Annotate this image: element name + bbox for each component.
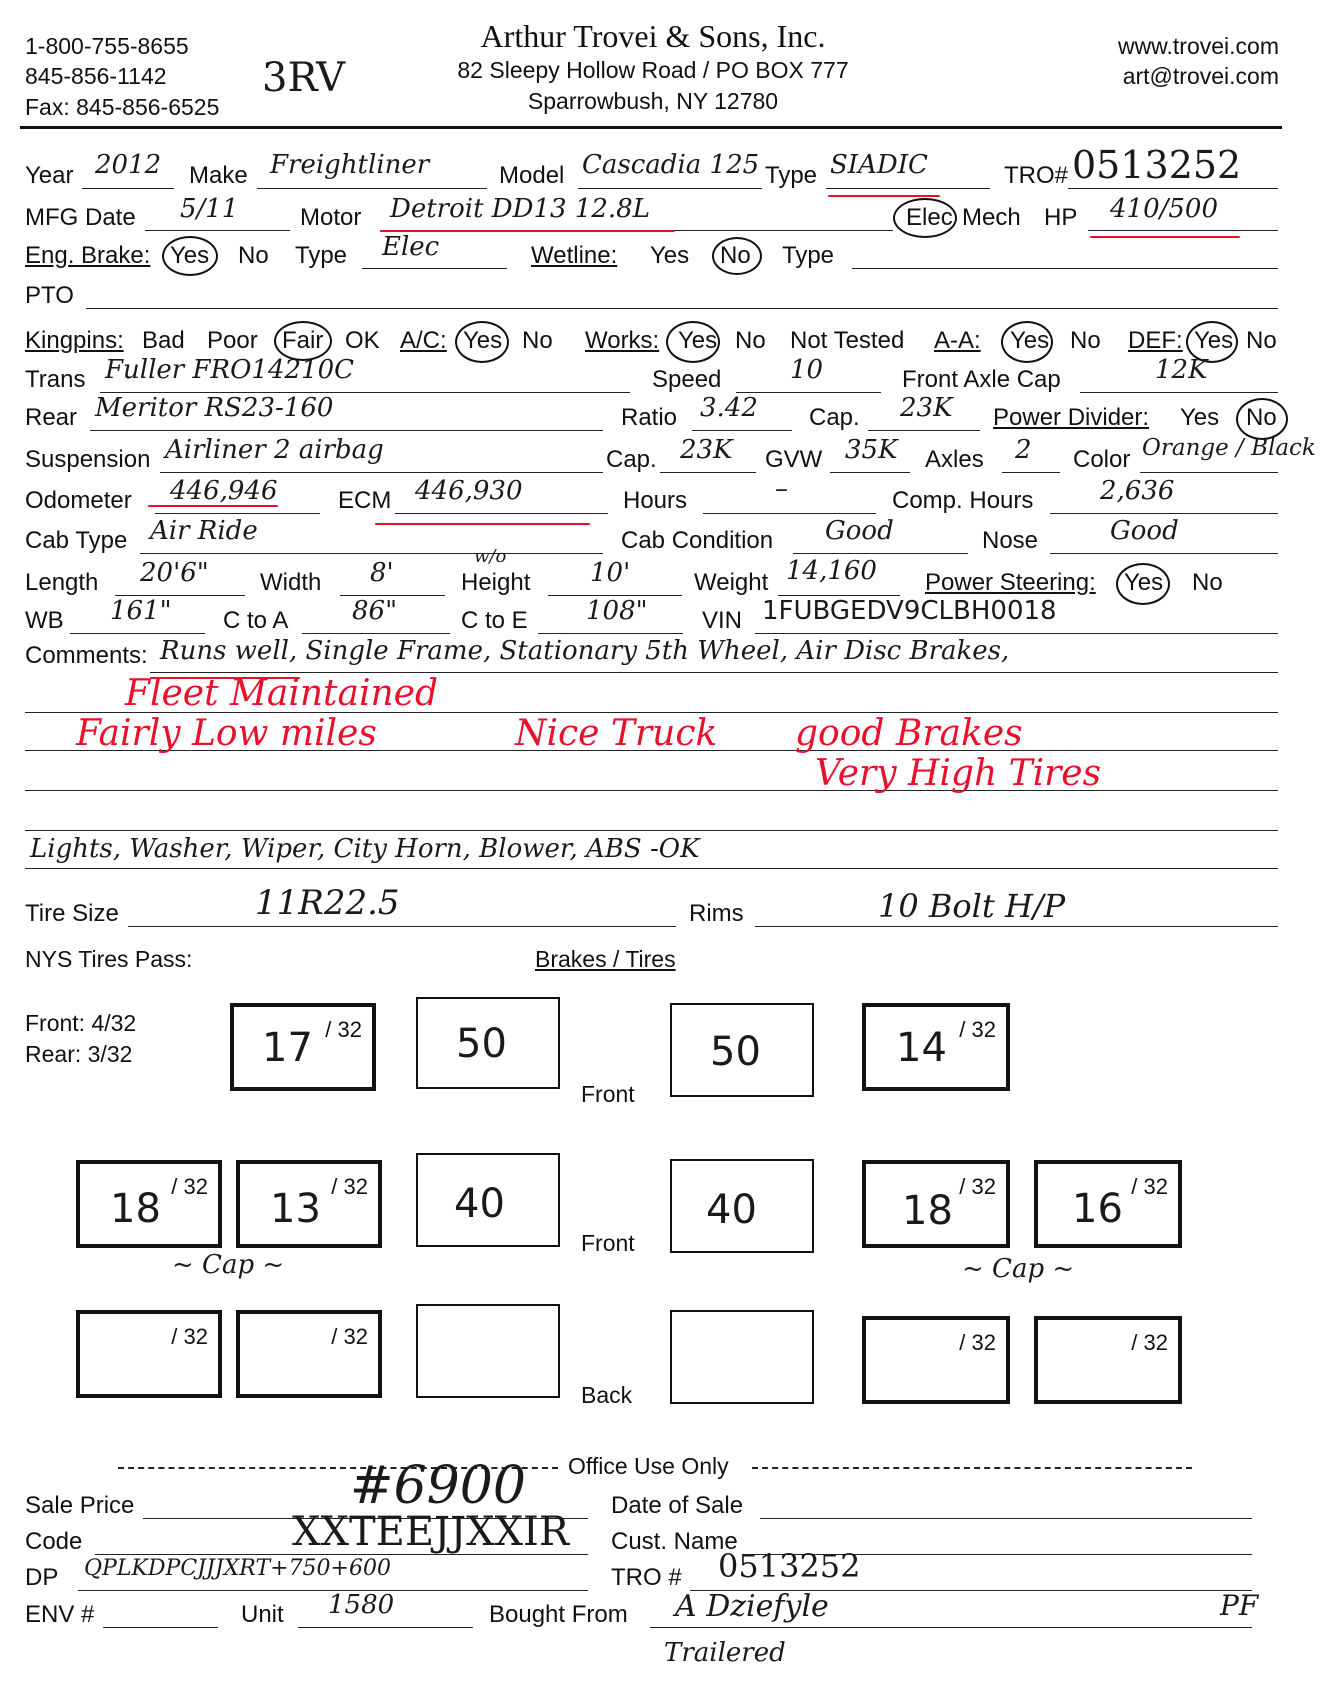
label-hp: HP xyxy=(1044,204,1078,231)
comment-red-3: Nice Truck xyxy=(515,713,718,754)
label-motor: Motor xyxy=(300,204,362,231)
label-trans: Trans xyxy=(25,366,86,393)
value-front-axle-cap: 12K xyxy=(1155,355,1208,385)
label-fair: Fair xyxy=(282,327,324,354)
tread-front-right: 14 xyxy=(896,1025,947,1071)
label-make: Make xyxy=(189,162,248,189)
label-works: Works: xyxy=(585,327,660,354)
value-tire-size: 11R22.5 xyxy=(255,883,400,923)
value-speed: 10 xyxy=(790,355,824,385)
brake-box-front-right xyxy=(670,1003,814,1097)
label-aa-no: No xyxy=(1070,327,1101,354)
label-ecm: ECM xyxy=(338,487,392,514)
field-line xyxy=(1002,472,1060,473)
value-rear-cap: 23K xyxy=(900,393,953,423)
label-ac: A/C: xyxy=(400,327,447,354)
label-front-2: Front xyxy=(581,1230,635,1256)
label-tro2: TRO # xyxy=(611,1564,682,1591)
field-line xyxy=(86,308,1278,309)
value-ratio: 3.42 xyxy=(700,393,758,423)
circle-elec xyxy=(893,198,957,238)
value-sale-price: #6900 xyxy=(350,1456,526,1516)
label-aa-yes: Yes xyxy=(1010,327,1050,354)
label-wet-no: No xyxy=(720,242,751,269)
circle-aa-yes xyxy=(1001,321,1053,363)
field-line xyxy=(160,472,603,473)
tire-box-mid-right-outer xyxy=(1034,1160,1182,1248)
field-line xyxy=(852,268,1278,269)
value-motor: Detroit DD13 12.8L xyxy=(390,194,650,224)
value-comp-hours: 2,636 xyxy=(1100,476,1175,506)
red-underline xyxy=(1090,236,1240,238)
value-year: 2012 xyxy=(95,150,162,180)
value-type: SIADIC xyxy=(830,150,928,180)
value-height: 10' xyxy=(590,558,631,588)
value-model: Cascadia 125 xyxy=(582,150,760,180)
per32-label: / 32 xyxy=(1131,1330,1168,1355)
field-line xyxy=(793,553,968,554)
value-cab-type: Air Ride xyxy=(150,516,258,546)
field-line xyxy=(1088,230,1278,231)
label-ps-yes: Yes xyxy=(1124,569,1164,596)
label-env: ENV # xyxy=(25,1601,95,1628)
per32-label: / 32 xyxy=(325,1017,362,1042)
value-axles: 2 xyxy=(1015,435,1032,465)
value-unit: 1580 xyxy=(328,1590,395,1620)
comment-red-4: good Brakes xyxy=(795,713,1023,754)
field-line xyxy=(755,926,1278,927)
header-website: www.trovei.com xyxy=(1117,33,1279,59)
comment-line-1: Runs well, Single Frame, Stationary 5th Wheel, Air Disc Brakes, xyxy=(160,636,1010,666)
value-gvw: 35K xyxy=(845,435,898,465)
label-susp-cap: Cap. xyxy=(606,446,657,473)
label-wet-yes: Yes xyxy=(650,242,690,269)
label-eng-brake: Eng. Brake: xyxy=(25,242,151,269)
label-wetline: Wetline: xyxy=(531,242,618,269)
label-axles: Axles xyxy=(925,446,984,473)
label-gvw: GVW xyxy=(765,446,823,473)
cap-note-right: ~ Cap ~ xyxy=(962,1254,1075,1284)
label-front-axle-cap: Front Axle Cap xyxy=(902,366,1061,393)
label-date-of-sale: Date of Sale xyxy=(611,1492,744,1519)
label-rear: Rear xyxy=(25,404,78,431)
per32-label: / 32 xyxy=(1131,1174,1168,1199)
field-line xyxy=(70,633,205,634)
header-rule xyxy=(20,126,1282,129)
field-line xyxy=(868,430,980,431)
per32-label: / 32 xyxy=(959,1017,996,1042)
label-length: Length xyxy=(25,569,99,596)
tread-mid-left-inner: 13 xyxy=(270,1186,321,1232)
per32-label: / 32 xyxy=(171,1174,208,1199)
field-line xyxy=(25,868,1278,869)
label-rear-cap: Cap. xyxy=(809,404,860,431)
value-code: XXTEEJJXXIR xyxy=(292,1509,569,1555)
label-not-tested: Not Tested xyxy=(790,327,905,354)
company-address2: Sparrowbush, NY 12780 xyxy=(527,88,779,114)
tread-mid-left-outer: 18 xyxy=(110,1186,161,1232)
label-nose: Nose xyxy=(982,527,1039,554)
tire-box-back-left-outer xyxy=(76,1310,222,1398)
circle-ac-yes xyxy=(455,321,509,363)
label-ac-yes: Yes xyxy=(463,327,503,354)
label-poor: Poor xyxy=(207,327,258,354)
label-ps-no: No xyxy=(1192,569,1223,596)
label-mfg-date: MFG Date xyxy=(25,204,136,231)
field-line xyxy=(128,926,676,927)
label-ac-no: No xyxy=(522,327,553,354)
label-rear-spec: Rear: 3/32 xyxy=(25,1041,133,1067)
field-line xyxy=(1140,472,1278,473)
label-pto: PTO xyxy=(25,282,74,309)
tire-box-back-right-outer xyxy=(1034,1316,1182,1404)
label-ratio: Ratio xyxy=(621,404,678,431)
label-works-no: No xyxy=(735,327,766,354)
label-tire-size: Tire Size xyxy=(25,900,119,927)
per32-label: / 32 xyxy=(171,1324,208,1349)
field-line xyxy=(25,830,1278,831)
value-rear: Meritor RS23-160 xyxy=(95,393,334,423)
label-vin: VIN xyxy=(702,607,743,634)
circle-eng-yes xyxy=(162,236,218,276)
red-underline xyxy=(375,523,590,525)
label-pd-yes: Yes xyxy=(1180,404,1220,431)
value-rims: 10 Bolt H/P xyxy=(878,887,1066,925)
field-line xyxy=(103,1627,218,1628)
label-height: Height xyxy=(461,569,531,596)
label-def-yes: Yes xyxy=(1194,327,1234,354)
company-address1: 82 Sleepy Hollow Road / PO BOX 777 xyxy=(457,57,849,83)
field-line xyxy=(1050,513,1278,514)
label-kingpins: Kingpins: xyxy=(25,327,124,354)
value-weight: 14,160 xyxy=(786,556,877,586)
value-c-to-e: 108" xyxy=(586,596,648,626)
value-nose: Good xyxy=(1110,516,1179,546)
brake-mid-left: 40 xyxy=(454,1181,505,1227)
label-sale-price: Sale Price xyxy=(25,1492,135,1519)
field-line xyxy=(395,513,608,514)
field-line xyxy=(830,472,910,473)
field-line xyxy=(362,268,507,269)
label-cab-type: Cab Type xyxy=(25,527,128,554)
tire-box-mid-left-inner xyxy=(236,1160,382,1248)
tire-box-front-right xyxy=(862,1003,1010,1091)
circle-ps-yes xyxy=(1116,563,1170,605)
value-make: Freightliner xyxy=(270,150,430,180)
brake-front-left: 50 xyxy=(456,1021,507,1067)
brake-box-front-left xyxy=(416,997,560,1089)
circle-works-yes xyxy=(666,321,720,363)
comment-line-5: Lights, Washer, Wiper, City Horn, Blower, ABS -OK xyxy=(30,834,700,864)
label-suspension: Suspension xyxy=(25,446,151,473)
field-line xyxy=(578,188,762,189)
value-height-note: w/o xyxy=(474,546,507,567)
comment-red-1: Fleet Maintained xyxy=(125,673,439,714)
value-trans: Fuller FRO14210C xyxy=(105,355,355,385)
label-elec: Elec xyxy=(906,204,953,231)
value-c-to-a: 86" xyxy=(352,596,398,626)
label-eng-no: No xyxy=(238,242,269,269)
value-trailered: Trailered xyxy=(664,1638,786,1668)
label-bought-from: Bought From xyxy=(489,1601,628,1628)
label-power-divider: Power Divider: xyxy=(993,404,1150,431)
field-line xyxy=(703,513,876,514)
comment-red-5: Very High Tires xyxy=(815,753,1102,794)
tire-box-back-left-inner xyxy=(236,1310,382,1398)
tire-box-back-right-inner xyxy=(862,1316,1010,1404)
red-underline xyxy=(148,505,278,507)
brake-box-back-left xyxy=(416,1304,560,1398)
value-tro2: 0513252 xyxy=(718,1547,861,1585)
label-model: Model xyxy=(499,162,565,189)
label-year: Year xyxy=(25,162,74,189)
label-width: Width xyxy=(260,569,322,596)
header-email: art@trovei.com xyxy=(1122,63,1279,89)
label-c-to-e: C to E xyxy=(461,607,528,634)
value-hours: – xyxy=(775,474,788,504)
label-wb: WB xyxy=(25,607,64,634)
field-line xyxy=(82,188,174,189)
field-line xyxy=(1068,188,1278,189)
field-line xyxy=(140,553,603,554)
label-eng-type: Type xyxy=(295,242,348,269)
per32-label: / 32 xyxy=(959,1174,996,1199)
tire-box-mid-left-outer xyxy=(76,1160,222,1248)
label-weight: Weight xyxy=(694,569,769,596)
label-def: DEF: xyxy=(1128,327,1183,354)
field-line xyxy=(1080,392,1278,393)
label-wet-type: Type xyxy=(782,242,835,269)
field-line xyxy=(650,1627,1252,1628)
circle-pd-no xyxy=(1236,398,1288,440)
tread-mid-right-inner: 18 xyxy=(902,1188,953,1234)
field-line xyxy=(257,188,487,189)
value-susp-cap: 23K xyxy=(680,435,733,465)
brake-box-mid-left xyxy=(416,1153,560,1247)
field-line xyxy=(692,430,792,431)
value-odometer: 446,946 xyxy=(170,476,278,506)
header-stamp: 3RV xyxy=(262,55,346,101)
header-phone2: 845-856-1142 xyxy=(25,63,167,89)
label-def-no: No xyxy=(1246,327,1277,354)
comment-red-2: Fairly Low miles xyxy=(76,713,377,754)
value-ecm: 446,930 xyxy=(415,476,523,506)
office-divider-right xyxy=(752,1467,1192,1469)
label-speed: Speed xyxy=(652,366,722,393)
value-length: 20'6" xyxy=(140,558,209,588)
label-rims: Rims xyxy=(689,900,744,927)
per32-label: / 32 xyxy=(331,1174,368,1199)
label-aa: A-A: xyxy=(934,327,981,354)
cap-note-left: ~ Cap ~ xyxy=(172,1250,285,1280)
label-code: Code xyxy=(25,1528,83,1555)
per32-label: / 32 xyxy=(331,1324,368,1349)
value-cab-condition: Good xyxy=(825,516,894,546)
label-back: Back xyxy=(581,1382,633,1408)
company-name: Arthur Trovei & Sons, Inc. xyxy=(480,18,826,54)
label-color: Color xyxy=(1073,446,1131,473)
field-line xyxy=(298,1627,473,1628)
field-line xyxy=(760,1518,1252,1519)
field-line xyxy=(538,633,683,634)
field-line xyxy=(826,188,990,189)
field-line xyxy=(155,513,320,514)
label-tro: TRO# xyxy=(1004,162,1069,189)
header-fax: Fax: 845-856-6525 xyxy=(25,94,220,120)
label-mech: Mech xyxy=(962,204,1021,231)
brake-box-mid-right xyxy=(670,1159,814,1253)
label-brakes-tires: Brakes / Tires xyxy=(535,946,676,972)
per32-label: / 32 xyxy=(959,1330,996,1355)
brake-box-back-right xyxy=(670,1310,814,1404)
label-cab-condition: Cab Condition xyxy=(621,527,774,554)
value-pf: PF xyxy=(1220,1589,1259,1622)
tread-mid-right-outer: 16 xyxy=(1072,1186,1123,1232)
label-office-use: Office Use Only xyxy=(568,1453,729,1479)
field-line xyxy=(302,633,450,634)
label-comments: Comments: xyxy=(25,642,148,669)
label-c-to-a: C to A xyxy=(223,607,289,634)
label-odometer: Odometer xyxy=(25,487,132,514)
label-unit: Unit xyxy=(241,1601,284,1628)
label-bad: Bad xyxy=(142,327,185,354)
tire-box-front-left xyxy=(230,1003,376,1091)
field-line xyxy=(660,472,756,473)
label-comp-hours: Comp. Hours xyxy=(892,487,1034,514)
brake-mid-right: 40 xyxy=(706,1187,757,1233)
red-underline xyxy=(828,195,940,197)
value-width: 8' xyxy=(370,558,394,588)
header-phone1: 1-800-755-8655 xyxy=(25,33,189,59)
label-type: Type xyxy=(765,162,818,189)
value-tro: 0513252 xyxy=(1072,143,1242,187)
value-dp: QPLKDPCJJJXRT+750+600 xyxy=(84,1556,391,1581)
label-hours: Hours xyxy=(623,487,688,514)
value-wb: 161" xyxy=(110,596,172,626)
value-eng-type: Elec xyxy=(382,232,440,262)
brake-front-right: 50 xyxy=(710,1029,761,1075)
tire-box-mid-right-inner xyxy=(862,1160,1010,1248)
value-mfg-date: 5/11 xyxy=(180,194,239,224)
label-works-yes: Yes xyxy=(678,327,718,354)
value-vin: 1FUBGEDV9CLBH0018 xyxy=(762,596,1057,626)
label-dp: DP xyxy=(25,1564,59,1591)
field-line xyxy=(755,633,1278,634)
label-front-1: Front xyxy=(581,1081,635,1107)
label-pd-no: No xyxy=(1246,404,1277,431)
label-cust-name: Cust. Name xyxy=(611,1528,738,1555)
value-bought-from: A Dziefyle xyxy=(675,1589,829,1624)
label-eng-yes: Yes xyxy=(170,242,210,269)
tread-front-left: 17 xyxy=(262,1025,313,1071)
label-nys-tires: NYS Tires Pass: xyxy=(25,946,193,972)
label-front-spec: Front: 4/32 xyxy=(25,1010,137,1036)
value-hp: 410/500 xyxy=(1110,194,1219,224)
field-line xyxy=(145,230,290,231)
field-line xyxy=(90,430,603,431)
label-ok: OK xyxy=(345,327,380,354)
label-power-steering: Power Steering: xyxy=(925,569,1096,596)
circle-wet-no xyxy=(712,237,762,275)
value-suspension: Airliner 2 airbag xyxy=(165,435,384,465)
value-color: Orange / Black xyxy=(1142,435,1316,461)
field-line xyxy=(1050,553,1278,554)
